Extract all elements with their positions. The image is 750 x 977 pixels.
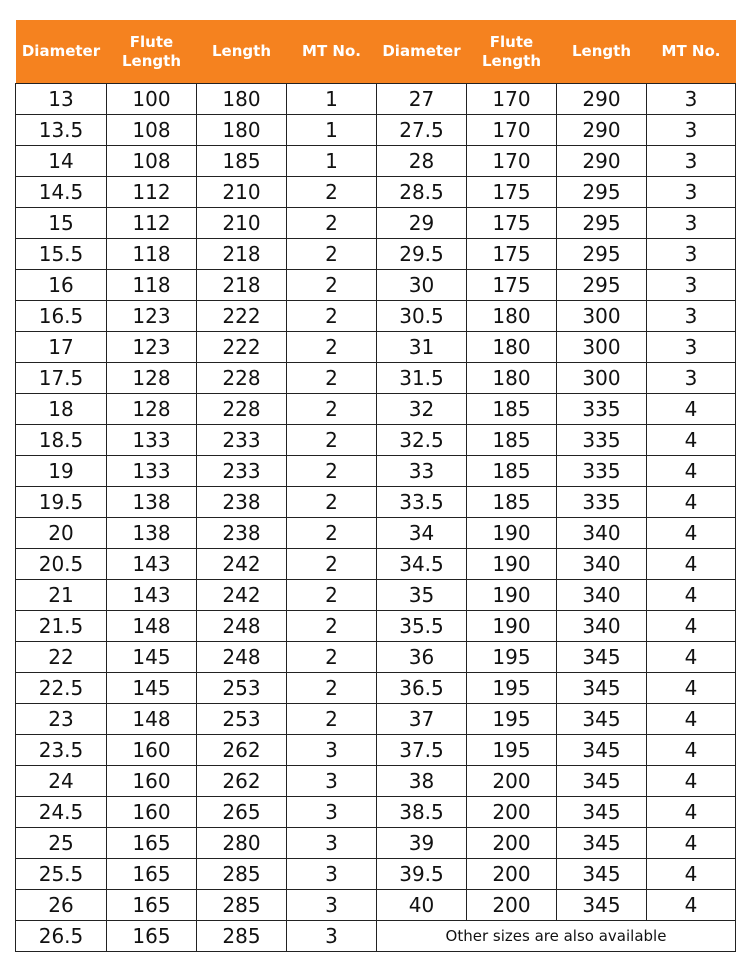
- table-row: [16, 394, 736, 425]
- table-cell: 265: [197, 797, 287, 828]
- table-cell: 285: [197, 921, 287, 952]
- table-cell: 4: [647, 859, 736, 890]
- table-cell: 160: [107, 766, 197, 797]
- table-cell: 190: [467, 580, 557, 611]
- table-cell: 253: [197, 704, 287, 735]
- table-cell: 210: [197, 208, 287, 239]
- table-cell: 200: [467, 766, 557, 797]
- table-cell: 4: [647, 425, 736, 456]
- table-cell: 2: [287, 456, 377, 487]
- table-cell: 345: [557, 828, 647, 859]
- table-cell: 4: [647, 797, 736, 828]
- table-cell: 112: [107, 177, 197, 208]
- table-row: [16, 859, 736, 890]
- table-cell: 262: [197, 735, 287, 766]
- table-cell: 24.5: [16, 797, 107, 828]
- table-cell: 22.5: [16, 673, 107, 704]
- table-cell: 222: [197, 301, 287, 332]
- table-cell: 242: [197, 549, 287, 580]
- table-cell: 2: [287, 704, 377, 735]
- table-cell: 165: [107, 828, 197, 859]
- table-cell: 242: [197, 580, 287, 611]
- table-cell: 180: [197, 115, 287, 146]
- table-cell: 222: [197, 332, 287, 363]
- table-cell: 3: [647, 363, 736, 394]
- header-mt-no-2: MT No.: [647, 20, 736, 84]
- header-diameter-2: Diameter: [377, 20, 467, 84]
- table-cell: 118: [107, 239, 197, 270]
- table-cell: 3: [647, 84, 736, 115]
- table-cell: 4: [647, 487, 736, 518]
- table-cell: 4: [647, 580, 736, 611]
- table-cell: 195: [467, 642, 557, 673]
- table-cell: 37.5: [377, 735, 467, 766]
- table-cell: 3: [647, 239, 736, 270]
- table-cell: 2: [287, 580, 377, 611]
- header-length-2: Length: [557, 20, 647, 84]
- table-cell: 40: [377, 890, 467, 921]
- table-cell: 280: [197, 828, 287, 859]
- table-cell: 340: [557, 611, 647, 642]
- header-flute-length: Flute Length: [107, 20, 197, 84]
- table-cell: 340: [557, 518, 647, 549]
- table-cell: 26: [16, 890, 107, 921]
- table-cell: 118: [107, 270, 197, 301]
- table-cell: 200: [467, 828, 557, 859]
- table-body: [16, 84, 736, 952]
- table-cell: 13.5: [16, 115, 107, 146]
- table-cell: 32.5: [377, 425, 467, 456]
- table-cell: 2: [287, 642, 377, 673]
- table-cell: 300: [557, 363, 647, 394]
- table-cell: 13: [16, 84, 107, 115]
- table-row: [16, 239, 736, 270]
- table-cell: 2: [287, 394, 377, 425]
- table-cell: 210: [197, 177, 287, 208]
- table-cell: 22: [16, 642, 107, 673]
- table-cell: 39.5: [377, 859, 467, 890]
- table-cell: 4: [647, 673, 736, 704]
- table-cell: 31.5: [377, 363, 467, 394]
- table-cell: 180: [467, 332, 557, 363]
- table-cell: 165: [107, 890, 197, 921]
- table-cell: 23.5: [16, 735, 107, 766]
- table-cell: 18: [16, 394, 107, 425]
- table-cell: 2: [287, 425, 377, 456]
- table-cell: 28.5: [377, 177, 467, 208]
- table-cell: 35: [377, 580, 467, 611]
- table-cell: 4: [647, 890, 736, 921]
- table-row: [16, 611, 736, 642]
- table-cell: 4: [647, 766, 736, 797]
- table-cell: 200: [467, 859, 557, 890]
- table-cell: 295: [557, 177, 647, 208]
- table-cell: 185: [197, 146, 287, 177]
- table-cell: 200: [467, 890, 557, 921]
- table-cell: 3: [647, 146, 736, 177]
- table-row: [16, 549, 736, 580]
- table-cell: 345: [557, 704, 647, 735]
- table-cell: 25: [16, 828, 107, 859]
- table-cell: 335: [557, 394, 647, 425]
- table-row: [16, 363, 736, 394]
- table-cell: 345: [557, 766, 647, 797]
- table-cell: 165: [107, 921, 197, 952]
- table-cell: 3: [287, 797, 377, 828]
- table-cell: 30: [377, 270, 467, 301]
- table-row: [16, 270, 736, 301]
- table-cell: 27: [377, 84, 467, 115]
- table-cell: 3: [287, 921, 377, 952]
- table-cell: 35.5: [377, 611, 467, 642]
- table-cell: 195: [467, 704, 557, 735]
- table-cell: 2: [287, 487, 377, 518]
- table-row: [16, 704, 736, 735]
- table-cell: 1: [287, 146, 377, 177]
- table-cell: 16: [16, 270, 107, 301]
- table-cell: 3: [647, 332, 736, 363]
- table-cell: 34.5: [377, 549, 467, 580]
- table-cell: 17.5: [16, 363, 107, 394]
- header-length: Length: [197, 20, 287, 84]
- table-row: [16, 673, 736, 704]
- table-cell: 31: [377, 332, 467, 363]
- table-cell: 228: [197, 394, 287, 425]
- table-cell: 3: [647, 270, 736, 301]
- table-cell: 38: [377, 766, 467, 797]
- header-flute-length-2: Flute Length: [467, 20, 557, 84]
- table-cell: 24: [16, 766, 107, 797]
- table-cell: 290: [557, 84, 647, 115]
- table-cell: 4: [647, 549, 736, 580]
- table-cell: 138: [107, 487, 197, 518]
- table-cell: 190: [467, 518, 557, 549]
- table-cell: 170: [467, 84, 557, 115]
- table-cell: 175: [467, 208, 557, 239]
- table-row: [16, 828, 736, 859]
- table-cell: 39: [377, 828, 467, 859]
- table-cell: 33.5: [377, 487, 467, 518]
- table-cell: 27.5: [377, 115, 467, 146]
- table-cell: 145: [107, 673, 197, 704]
- table-cell: 108: [107, 115, 197, 146]
- table-cell: 108: [107, 146, 197, 177]
- table-cell: 185: [467, 425, 557, 456]
- table-cell: 180: [197, 84, 287, 115]
- table-cell: 248: [197, 611, 287, 642]
- table-cell: 335: [557, 425, 647, 456]
- table-cell: 335: [557, 487, 647, 518]
- table-cell: 25.5: [16, 859, 107, 890]
- table-cell: 21.5: [16, 611, 107, 642]
- table-cell: 29.5: [377, 239, 467, 270]
- table-cell: 36.5: [377, 673, 467, 704]
- table-cell: 248: [197, 642, 287, 673]
- table-cell: 290: [557, 146, 647, 177]
- table-cell: 100: [107, 84, 197, 115]
- table-cell: 28: [377, 146, 467, 177]
- table-cell: 138: [107, 518, 197, 549]
- table-cell: 2: [287, 332, 377, 363]
- table-cell: 3: [287, 828, 377, 859]
- table-cell: 112: [107, 208, 197, 239]
- table-cell: 238: [197, 518, 287, 549]
- drill-size-table: [15, 20, 736, 952]
- availability-note: Other sizes are also available: [377, 921, 736, 952]
- table-cell: 4: [647, 456, 736, 487]
- table-cell: 195: [467, 673, 557, 704]
- table-cell: 128: [107, 394, 197, 425]
- table-cell: 238: [197, 487, 287, 518]
- table-cell: 300: [557, 301, 647, 332]
- table-cell: 218: [197, 270, 287, 301]
- table-cell: 345: [557, 859, 647, 890]
- table-cell: 200: [467, 797, 557, 828]
- table-cell: 20.5: [16, 549, 107, 580]
- table-cell: 15: [16, 208, 107, 239]
- table-cell: 2: [287, 611, 377, 642]
- table-cell: 148: [107, 611, 197, 642]
- table-cell: 4: [647, 518, 736, 549]
- table-cell: 19: [16, 456, 107, 487]
- table-row: [16, 332, 736, 363]
- table-cell: 123: [107, 332, 197, 363]
- spec-table-container: [15, 20, 735, 952]
- header-mt-no: MT No.: [287, 20, 377, 84]
- table-cell: 295: [557, 239, 647, 270]
- table-cell: 170: [467, 115, 557, 146]
- table-cell: 4: [647, 394, 736, 425]
- table-cell: 340: [557, 580, 647, 611]
- table-cell: 3: [647, 301, 736, 332]
- table-cell: 285: [197, 890, 287, 921]
- header-row: [16, 20, 736, 84]
- table-cell: 2: [287, 518, 377, 549]
- table-cell: 38.5: [377, 797, 467, 828]
- table-row: [16, 146, 736, 177]
- table-cell: 180: [467, 301, 557, 332]
- table-cell: 218: [197, 239, 287, 270]
- table-cell: 262: [197, 766, 287, 797]
- table-cell: 2: [287, 673, 377, 704]
- table-cell: 340: [557, 549, 647, 580]
- table-cell: 18.5: [16, 425, 107, 456]
- table-cell: 195: [467, 735, 557, 766]
- table-cell: 185: [467, 456, 557, 487]
- table-row: [16, 642, 736, 673]
- table-row: [16, 84, 736, 115]
- table-cell: 36: [377, 642, 467, 673]
- table-row: [16, 766, 736, 797]
- table-cell: 128: [107, 363, 197, 394]
- table-cell: 34: [377, 518, 467, 549]
- table-row: [16, 425, 736, 456]
- table-cell: 228: [197, 363, 287, 394]
- table-cell: 23: [16, 704, 107, 735]
- table-cell: 295: [557, 270, 647, 301]
- table-cell: 3: [647, 208, 736, 239]
- table-cell: 175: [467, 239, 557, 270]
- table-cell: 2: [287, 177, 377, 208]
- table-cell: 345: [557, 890, 647, 921]
- table-cell: 3: [287, 890, 377, 921]
- table-cell: 4: [647, 735, 736, 766]
- table-cell: 145: [107, 642, 197, 673]
- table-cell: 175: [467, 177, 557, 208]
- table-cell: 4: [647, 704, 736, 735]
- table-cell: 2: [287, 239, 377, 270]
- table-cell: 143: [107, 549, 197, 580]
- header-diameter: Diameter: [16, 20, 107, 84]
- table-cell: 190: [467, 549, 557, 580]
- table-cell: 4: [647, 828, 736, 859]
- table-cell: 133: [107, 456, 197, 487]
- table-cell: 165: [107, 859, 197, 890]
- table-row: [16, 735, 736, 766]
- table-cell: 14.5: [16, 177, 107, 208]
- table-cell: 133: [107, 425, 197, 456]
- table-cell: 160: [107, 797, 197, 828]
- table-cell: 345: [557, 797, 647, 828]
- table-cell: 15.5: [16, 239, 107, 270]
- table-cell: 295: [557, 208, 647, 239]
- table-cell: 4: [647, 611, 736, 642]
- table-cell: 170: [467, 146, 557, 177]
- table-row: [16, 208, 736, 239]
- table-cell: 20: [16, 518, 107, 549]
- table-row: [16, 456, 736, 487]
- table-row: [16, 301, 736, 332]
- table-cell: 1: [287, 115, 377, 146]
- table-cell: 180: [467, 363, 557, 394]
- table-cell: 300: [557, 332, 647, 363]
- table-cell: 185: [467, 487, 557, 518]
- table-cell: 335: [557, 456, 647, 487]
- table-cell: 175: [467, 270, 557, 301]
- table-cell: 345: [557, 735, 647, 766]
- table-cell: 185: [467, 394, 557, 425]
- table-cell: 3: [647, 115, 736, 146]
- table-cell: 345: [557, 673, 647, 704]
- table-cell: 17: [16, 332, 107, 363]
- table-cell: 233: [197, 425, 287, 456]
- table-cell: 3: [287, 735, 377, 766]
- table-cell: 123: [107, 301, 197, 332]
- table-cell: 29: [377, 208, 467, 239]
- table-row: [16, 797, 736, 828]
- table-cell: 143: [107, 580, 197, 611]
- table-cell: 233: [197, 456, 287, 487]
- table-cell: 14: [16, 146, 107, 177]
- table-cell: 4: [647, 642, 736, 673]
- table-cell: 2: [287, 208, 377, 239]
- table-row: [16, 115, 736, 146]
- table-cell: 2: [287, 301, 377, 332]
- table-cell: 160: [107, 735, 197, 766]
- table-row: [16, 518, 736, 549]
- table-cell: 3: [287, 766, 377, 797]
- table-cell: 30.5: [377, 301, 467, 332]
- table-cell: 26.5: [16, 921, 107, 952]
- table-cell: 37: [377, 704, 467, 735]
- table-row: [16, 580, 736, 611]
- table-row: [16, 487, 736, 518]
- table-cell: 148: [107, 704, 197, 735]
- table-cell: 190: [467, 611, 557, 642]
- table-row-last: [16, 921, 736, 952]
- table-cell: 2: [287, 549, 377, 580]
- table-cell: 290: [557, 115, 647, 146]
- table-cell: 1: [287, 84, 377, 115]
- table-cell: 345: [557, 642, 647, 673]
- table-row: [16, 177, 736, 208]
- table-cell: 21: [16, 580, 107, 611]
- table-cell: 285: [197, 859, 287, 890]
- table-cell: 16.5: [16, 301, 107, 332]
- table-cell: 253: [197, 673, 287, 704]
- table-cell: 3: [287, 859, 377, 890]
- table-cell: 2: [287, 270, 377, 301]
- table-cell: 33: [377, 456, 467, 487]
- table-cell: 32: [377, 394, 467, 425]
- table-cell: 3: [647, 177, 736, 208]
- table-cell: 2: [287, 363, 377, 394]
- table-row: [16, 890, 736, 921]
- table-cell: 19.5: [16, 487, 107, 518]
